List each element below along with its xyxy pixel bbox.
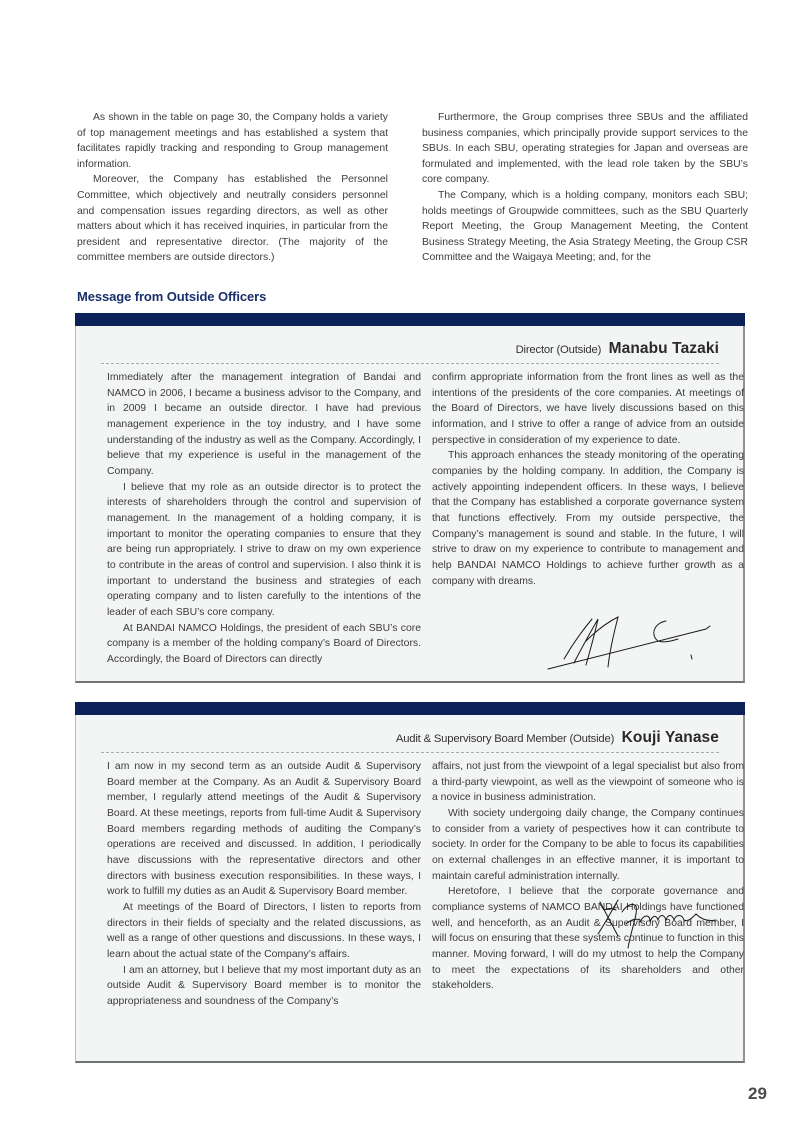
page-number: 29 (748, 1084, 767, 1103)
intro-right-column (422, 110, 748, 266)
message-paragraph: I am now in my second term as an outside Audit & Supervisory Board member at the Company. As an Audit & Supervisory Board member, I regularly attend meetings of the Audit & Supervisory Board. At these meetings, reports from full-time Audit & Supervisory Board members regarding methods of auditing the Company’s operations are received and discussed. In addition, I periodically have discussions with the representative directors and other directors with business execution responsibilities. In these ways, I work to fulfill my duties as an Audit & Supervisory Board member. (107, 761, 421, 898)
officer-heading (516, 340, 719, 358)
message-paragraph: Heretofore, I believe that the corporate governance and compliance systems of NAMCO BANDAI Holdings have functioned well, and henceforth, as an Audit & Supervisory Board member, I will focus on ensuring that these systems continue to function in this manner. Moving forward, I will do my utmost to help the Company to meet the expectations of its shareholders and other stakeholders. (432, 886, 744, 992)
intro-paragraph: The Company, which is a holding company, monitors each SBU; holds meetings of Groupwide committees, such as the SBU Quarterly Report Meeting, the Group Management Meeting, the Content Business Strategy Meeting, the Asia Strategy Meeting, the Group CSR Committee and the Waigaya Meeting; and, for the (422, 189, 748, 264)
officer-message-box-yanase (75, 702, 745, 1063)
intro-left-column (77, 110, 388, 266)
message-right-column (432, 759, 744, 994)
signature-tazaki (546, 611, 716, 671)
message-paragraph: I believe that my role as an outside director is to protect the interests of shareholders through the control and supervision of management. In the management of a holding company, it is important to monitor the operating companies to ensure that they are being run appropriately. I strive to draw on my own experience to contribute in the areas of control and supervision. I also think it is important to understand the business and strategies of each operating company and to listen carefully to the intentions of the leader of each SBU’s core company. (107, 481, 421, 618)
officer-role: Director (Outside) (515, 344, 602, 356)
message-paragraph: At BANDAI NAMCO Holdings, the president of each SBU’s core company is a member of the holding company’s Board of Directors. Accordingly, the Board of Directors can directly (107, 622, 421, 665)
intro-paragraph: Furthermore, the Group comprises three SBUs and the affiliated business companies, which principally provide support services to the SBUs. In each SBU, operating strategies for Japan and overseas are formulated and implemented, with the lead role taken by the SBU’s core company. (422, 112, 748, 186)
message-paragraph: With society undergoing daily change, the Company continues to consider from a variety of pespectives how it can contribute to society. In order for the Company to be able to focus its capabilities on external challenges in an effective manner, it is important to maintain careful administration internally. (432, 807, 744, 882)
header-bar (75, 702, 745, 715)
dashed-divider (101, 363, 719, 364)
message-paragraph: This approach enhances the steady monitoring of the operating companies by the holding company. In addition, the Company is actively appointing independent officers. In these ways, I believe that the Company has established a corporate governance system that functions effectively. From my outside perspective, the Company’s management is sound and stable. In the future, I will strive to draw on my experience to contribute to management and help BANDAI NAMCO Holdings to achieve further growth as a company with dreams. (432, 450, 744, 587)
message-left-column (107, 759, 421, 1010)
officer-heading (396, 729, 719, 747)
intro-paragraph: Moreover, the Company has established the Personnel Committee, which objectively and neutrally considers personnel and compensation issues regarding directors, as well as other matters about which it has received inquiries, in particular from the president and representative director. (The majority of the committee members are outside directors.) (77, 174, 388, 264)
message-right-column (432, 370, 744, 589)
message-paragraph: affairs, not just from the viewpoint of a legal specialist but also from a third-party viewpoint, as well as the viewpoint of someone who is a novice in business administration. (432, 761, 744, 804)
officer-name: Kouji Yanase (621, 729, 719, 746)
message-paragraph: confirm appropriate information from the front lines as well as the intentions of the presidents of the core companies. At meetings of the Board of Directors, we have lively discussions based on this information, and I strive to offer a range of advice from an outside perspective in consideration of my experience to date. (432, 372, 744, 446)
header-bar (75, 313, 745, 326)
message-paragraph: I am an attorney, but I believe that my most important duty as an outside Audit & Supervisory Board member is to monitor the appropriateness and soundness of the Company’s (107, 964, 421, 1007)
section-title: Message from Outside Officers (77, 289, 267, 304)
officer-role: Audit & Supervisory Board Member (Outside) (395, 733, 615, 745)
officer-message-box-tazaki (75, 313, 745, 683)
message-paragraph: At meetings of the Board of Directors, I listen to reports from directors in their fields of specialty and the related discussions, as well as a range of other questions and discussions. In these ways, I learn about the actual state of the Company’s affairs. (107, 901, 421, 960)
intro-paragraph: As shown in the table on page 30, the Company holds a variety of top management meetings and has established a system that facilitates rapidly tracking and responding to Group management information. (77, 112, 388, 170)
dashed-divider (101, 752, 719, 753)
officer-name: Manabu Tazaki (608, 340, 719, 357)
signature-yanase (596, 892, 726, 952)
message-left-column (107, 370, 421, 667)
message-paragraph: Immediately after the management integration of Bandai and NAMCO in 2006, I became a business advisor to the Company, and in 2009 I became an outside director. I have had previous management experience in the toy industry, and I have some understanding of the industry as well as the Company. Accordingly, I believe that my experience is useful in the management of the Company. (107, 372, 421, 477)
